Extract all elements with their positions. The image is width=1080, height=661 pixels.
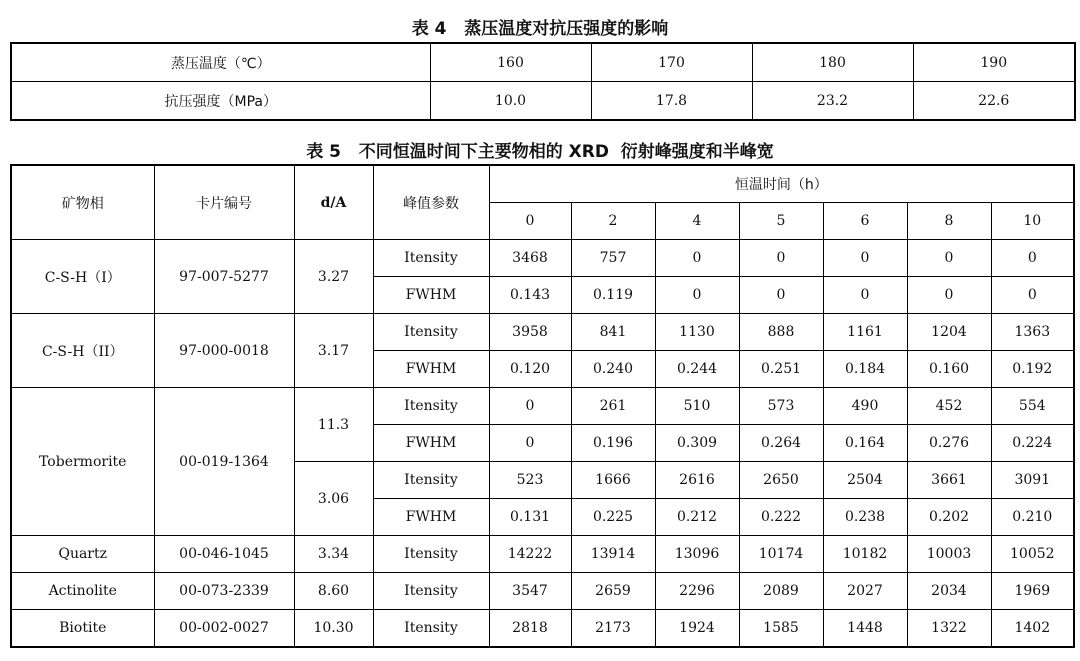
- table-cell: 10.0: [430, 82, 591, 121]
- table-cell: 3468: [489, 240, 571, 277]
- table-cell: 0: [739, 277, 823, 314]
- table-cell: 3091: [991, 462, 1074, 499]
- table-cell: 0.225: [571, 499, 655, 536]
- table-row: [11, 43, 1075, 82]
- table-cell: 1130: [655, 314, 739, 351]
- table-cell: 261: [571, 388, 655, 425]
- header-time-value: 6: [823, 203, 907, 240]
- table-cell: 1363: [991, 314, 1074, 351]
- table-cell: 2650: [739, 462, 823, 499]
- table-cell: 0: [991, 277, 1074, 314]
- table-cell: 1448: [823, 610, 907, 648]
- table-cell: 573: [739, 388, 823, 425]
- d-value: 10.30: [294, 610, 373, 648]
- d-value: 3.34: [294, 536, 373, 573]
- table-cell: 13914: [571, 536, 655, 573]
- table-cell: 0.276: [907, 425, 991, 462]
- table-cell: 0: [655, 240, 739, 277]
- table-cell: 2034: [907, 573, 991, 610]
- table-cell: 2659: [571, 573, 655, 610]
- header-phase: 矿物相: [11, 165, 154, 240]
- table-5-caption: 表 5 不同恒温时间下主要物相的 XRD 衍射峰强度和半峰宽: [306, 142, 774, 162]
- phase-name: C-S-H（II）: [11, 314, 154, 388]
- phase-name: Quartz: [11, 536, 154, 573]
- d-value: 3.27: [294, 240, 373, 314]
- table-row: [11, 610, 1074, 648]
- table-cell: 17.8: [591, 82, 752, 121]
- table-cell: 0: [489, 425, 571, 462]
- table-cell: 2296: [655, 573, 739, 610]
- table-cell: 0.238: [823, 499, 907, 536]
- table-cell: 1585: [739, 610, 823, 648]
- header-time-value: 5: [739, 203, 823, 240]
- phase-name: Tobermorite: [11, 388, 154, 536]
- table-cell: 1969: [991, 573, 1074, 610]
- table-4: [10, 42, 1076, 121]
- table-cell: 13096: [655, 536, 739, 573]
- card-number: 00-046-1045: [154, 536, 294, 573]
- param-label: Itensity: [373, 573, 489, 610]
- table-cell: 190: [913, 43, 1075, 82]
- card-number: 00-002-0027: [154, 610, 294, 648]
- table-cell: 1666: [571, 462, 655, 499]
- table-cell: 554: [991, 388, 1074, 425]
- table-cell: 1924: [655, 610, 739, 648]
- table-cell: 0: [907, 240, 991, 277]
- table-cell: 14222: [489, 536, 571, 573]
- header-time-value: 10: [991, 203, 1074, 240]
- table-row: [11, 573, 1074, 610]
- table-cell: 0.119: [571, 277, 655, 314]
- table-row: [11, 240, 1074, 277]
- table-cell: 0.224: [991, 425, 1074, 462]
- table-cell: 2818: [489, 610, 571, 648]
- header-card: 卡片编号: [154, 165, 294, 240]
- table-row: [11, 314, 1074, 351]
- phase-name: C-S-H（I）: [11, 240, 154, 314]
- phase-name: Biotite: [11, 610, 154, 648]
- table-cell: 0.240: [571, 351, 655, 388]
- table-cell: 170: [591, 43, 752, 82]
- table-cell: 888: [739, 314, 823, 351]
- table-cell: 0: [655, 277, 739, 314]
- table-cell: 1322: [907, 610, 991, 648]
- header-time: 恒温时间（h）: [489, 165, 1074, 203]
- table-cell: 0.309: [655, 425, 739, 462]
- table-row: [11, 82, 1075, 121]
- table-cell: 0.210: [991, 499, 1074, 536]
- card-number: 00-019-1364: [154, 388, 294, 536]
- table-cell: 3958: [489, 314, 571, 351]
- table-cell: 0.196: [571, 425, 655, 462]
- table-cell: 2616: [655, 462, 739, 499]
- header-time-value: 2: [571, 203, 655, 240]
- table-row: [11, 536, 1074, 573]
- table-cell: 0.244: [655, 351, 739, 388]
- header-param: 峰值参数: [373, 165, 489, 240]
- table-4-caption: 表 4 蒸压温度对抗压强度的影响: [411, 19, 669, 39]
- table-cell: 0.120: [489, 351, 571, 388]
- table-cell: 0.212: [655, 499, 739, 536]
- header-d: d/A: [294, 165, 373, 240]
- d-value: 8.60: [294, 573, 373, 610]
- d-value: 3.06: [294, 462, 373, 536]
- table-cell: 0.143: [489, 277, 571, 314]
- table-cell: 1402: [991, 610, 1074, 648]
- header-time-value: 8: [907, 203, 991, 240]
- table-cell: 0: [823, 240, 907, 277]
- table-cell: 0.192: [991, 351, 1074, 388]
- d-value: 11.3: [294, 388, 373, 462]
- header-time-value: 0: [489, 203, 571, 240]
- table-cell: 0.251: [739, 351, 823, 388]
- table-cell: 510: [655, 388, 739, 425]
- table-cell: 2089: [739, 573, 823, 610]
- table-cell: 0: [823, 277, 907, 314]
- table-cell: 10182: [823, 536, 907, 573]
- param-label: Itensity: [373, 314, 489, 351]
- table-cell: 490: [823, 388, 907, 425]
- param-label: Itensity: [373, 462, 489, 499]
- table-cell: 10052: [991, 536, 1074, 573]
- param-label: Itensity: [373, 240, 489, 277]
- table-cell: 0: [489, 388, 571, 425]
- param-label: Itensity: [373, 388, 489, 425]
- param-label: FWHM: [373, 351, 489, 388]
- param-label: FWHM: [373, 425, 489, 462]
- table-cell: 10003: [907, 536, 991, 573]
- table-cell: 1204: [907, 314, 991, 351]
- table-cell: 23.2: [752, 82, 913, 121]
- table-cell: 2173: [571, 610, 655, 648]
- row-label-strength: 抗压强度（MPa）: [11, 82, 430, 121]
- d-value: 3.17: [294, 314, 373, 388]
- table-cell: 10174: [739, 536, 823, 573]
- table-cell: 1161: [823, 314, 907, 351]
- phase-name: Actinolite: [11, 573, 154, 610]
- table-cell: 0: [739, 240, 823, 277]
- table-5: [10, 164, 1075, 648]
- table-cell: 0: [907, 277, 991, 314]
- table-cell: 0.160: [907, 351, 991, 388]
- table-cell: 0.131: [489, 499, 571, 536]
- table-cell: 0.184: [823, 351, 907, 388]
- table-cell: 523: [489, 462, 571, 499]
- card-number: 97-000-0018: [154, 314, 294, 388]
- table-cell: 2504: [823, 462, 907, 499]
- param-label: Itensity: [373, 536, 489, 573]
- param-label: FWHM: [373, 499, 489, 536]
- table-cell: 452: [907, 388, 991, 425]
- table-cell: 22.6: [913, 82, 1075, 121]
- param-label: FWHM: [373, 277, 489, 314]
- table-cell: 0.222: [739, 499, 823, 536]
- table-cell: 0.264: [739, 425, 823, 462]
- table-cell: 2027: [823, 573, 907, 610]
- card-number: 00-073-2339: [154, 573, 294, 610]
- table-row: [11, 388, 1074, 425]
- table-cell: 3547: [489, 573, 571, 610]
- table-cell: 0.202: [907, 499, 991, 536]
- table-cell: 160: [430, 43, 591, 82]
- row-label-temperature: 蒸压温度（℃）: [11, 43, 430, 82]
- table-cell: 0.164: [823, 425, 907, 462]
- header-row: [11, 165, 1074, 203]
- param-label: Itensity: [373, 610, 489, 648]
- table-cell: 3661: [907, 462, 991, 499]
- card-number: 97-007-5277: [154, 240, 294, 314]
- table-cell: 757: [571, 240, 655, 277]
- table-cell: 0: [991, 240, 1074, 277]
- table-cell: 180: [752, 43, 913, 82]
- header-time-value: 4: [655, 203, 739, 240]
- table-cell: 841: [571, 314, 655, 351]
